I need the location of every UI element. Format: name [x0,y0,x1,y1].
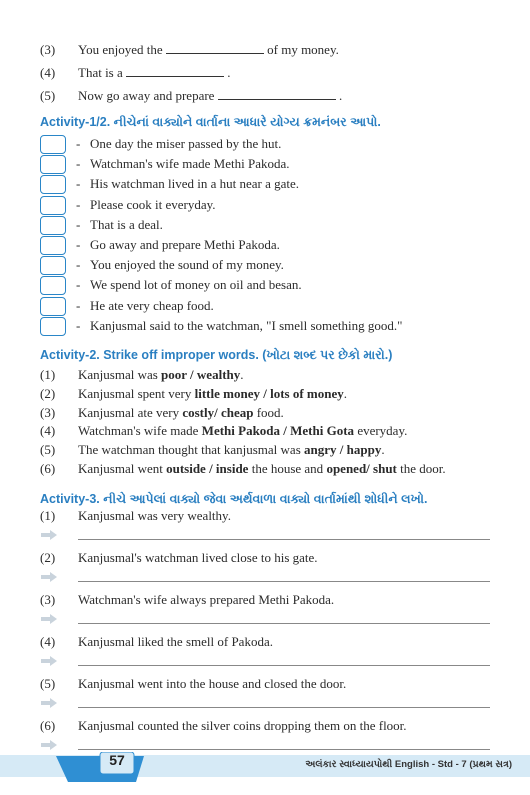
page-number: 57 [109,752,125,768]
fill-in-sentence [78,42,339,58]
list-dash: - [76,277,81,293]
list-dash: - [76,196,81,212]
item-number: (1) [40,367,56,382]
order-number-box[interactable] [40,297,66,316]
activity-3-sentence: Kanjusmal liked the smell of Pakoda. [78,634,273,649]
activity-2-sentence [78,405,284,421]
answer-line[interactable] [78,749,490,750]
sentence-part: . [240,367,244,382]
sentence-end: of my money. [267,42,339,57]
arrow-right-icon [41,572,57,582]
list-dash: - [76,257,81,273]
item-number: (2) [40,385,56,401]
sentence-end: . [227,65,231,80]
word-choice[interactable]: outside / inside [166,461,249,476]
footer-title: અલંકાર સ્વાધ્યાયપોથી English - Std - 7 (પ્રથમ સત્ર) [305,759,512,770]
item-number: (3) [40,404,56,420]
item-number: (5) [40,676,56,691]
activity-3-sentence: Watchman's wife always prepared Methi Pakoda. [78,592,335,607]
activity-1-sentence: Go away and prepare Methi Pakoda. [90,237,280,252]
sentence-part: everyday. [354,423,408,439]
sentence-part: Kanjusmal ate very [78,404,183,420]
item-number: (3) [40,42,56,57]
item-number: (4) [40,423,56,439]
arrow-right-icon [41,614,57,624]
order-number-box[interactable] [40,135,66,154]
word-choice[interactable]: Methi Pakoda / Methi Gota [201,423,355,439]
sentence-part: the house and [248,461,327,476]
order-number-box[interactable] [40,276,66,295]
arrow-right-icon [41,530,57,540]
sentence-part: Kanjusmal went [78,461,167,476]
item-number: (3) [40,592,56,607]
list-dash: - [76,156,81,172]
sentence-end: . [338,88,343,103]
blank-line[interactable] [126,66,224,77]
order-number-box[interactable] [40,155,66,174]
activity-1-sentence: His watchman lived in a hut near a gate. [90,176,300,192]
sentence-part: food. [253,404,284,420]
activity-2-heading: Activity-2. Strike off improper words. (ખોટા શબ્દ પર છેકો મારો.) [40,348,393,362]
arrow-right-icon [41,740,57,750]
order-number-box[interactable] [40,236,66,255]
item-number: (5) [40,88,56,103]
activity-3-sentence: Kanjusmal was very wealthy. [78,508,231,523]
item-number: (6) [40,718,56,733]
order-number-box[interactable] [40,256,66,275]
activity-2-sentence [78,442,385,458]
activity-2-sentence [78,386,347,402]
list-dash: - [76,317,81,333]
activity-1-heading: Activity-1/2. નીચેનાં વાક્યોને વાર્તાના આધારે યોગ્ય ક્રમનંબર આપો. [40,115,381,129]
sentence-part: Watchman's wife made [78,423,202,439]
sentence-part: the door. [396,461,446,476]
answer-line[interactable] [78,665,490,666]
activity-1-sentence: Watchman's wife made Methi Pakoda. [90,156,290,172]
order-number-box[interactable] [40,196,66,215]
activity-1-sentence: You enjoyed the sound of my money. [90,257,284,273]
order-number-box[interactable] [40,216,66,235]
item-number: (2) [40,550,56,565]
item-number: (4) [40,65,56,80]
word-choice[interactable]: opened/ shut [326,461,397,476]
activity-1-sentence: Please cook it everyday. [90,196,216,212]
sentence-part: Kanjusmal was [78,367,162,382]
item-number: (4) [40,634,56,649]
activity-2-sentence [78,461,446,477]
sentence-part: Kanjusmal spent very [78,385,195,401]
activity-3-sentence: Kanjusmal went into the house and closed the door. [78,676,347,691]
answer-line[interactable] [78,623,490,624]
activity-1-sentence: We spend lot of money on oil and besan. [90,277,302,293]
list-dash: - [76,237,81,252]
activity-1-sentence: He ate very cheap food. [90,297,214,313]
word-choice[interactable]: costly/ cheap [182,404,254,420]
sentence-part: . [343,385,347,401]
fill-in-sentence [78,88,342,104]
answer-line[interactable] [78,539,490,540]
item-number: (1) [40,508,56,523]
sentence-start: Now go away and prepare [78,88,215,103]
activity-3-heading: Activity-3. નીચે આપેલાં વાક્યો જેવા અર્થવાળા વાક્યો વાર્તામાંથી શોધીને લખો. [40,492,428,506]
activity-1-sentence: One day the miser passed by the hut. [90,136,282,151]
word-choice[interactable]: poor / wealthy [161,367,241,382]
answer-line[interactable] [78,707,490,708]
blank-line[interactable] [218,89,336,100]
activity-2-sentence [78,423,407,439]
sentence-part: The watchman thought that kanjusmal was [78,442,305,458]
sentence-start: You enjoyed the [78,42,163,57]
word-choice[interactable]: angry / happy [304,442,382,458]
arrow-right-icon [41,698,57,708]
sentence-part: . [381,442,385,458]
activity-1-sentence: That is a deal. [90,216,163,232]
activity-3-sentence: Kanjusmal's watchman lived close to his gate. [78,550,318,565]
answer-line[interactable] [78,581,490,582]
sentence-start: That is a [78,65,123,80]
order-number-box[interactable] [40,175,66,194]
order-number-box[interactable] [40,317,66,336]
activity-1-sentence: Kanjusmal said to the watchman, "I smell something good." [90,317,403,333]
arrow-right-icon [41,656,57,666]
item-number: (5) [40,442,56,458]
fill-in-sentence [78,65,231,81]
list-dash: - [76,176,81,192]
list-dash: - [76,216,81,232]
list-dash: - [76,297,81,313]
activity-3-sentence: Kanjusmal counted the silver coins dropping them on the floor. [78,718,407,733]
list-dash: - [76,136,81,151]
item-number: (6) [40,461,56,476]
blank-line[interactable] [166,43,264,54]
activity-2-sentence [78,367,244,383]
word-choice[interactable]: little money / lots of money [194,385,344,401]
